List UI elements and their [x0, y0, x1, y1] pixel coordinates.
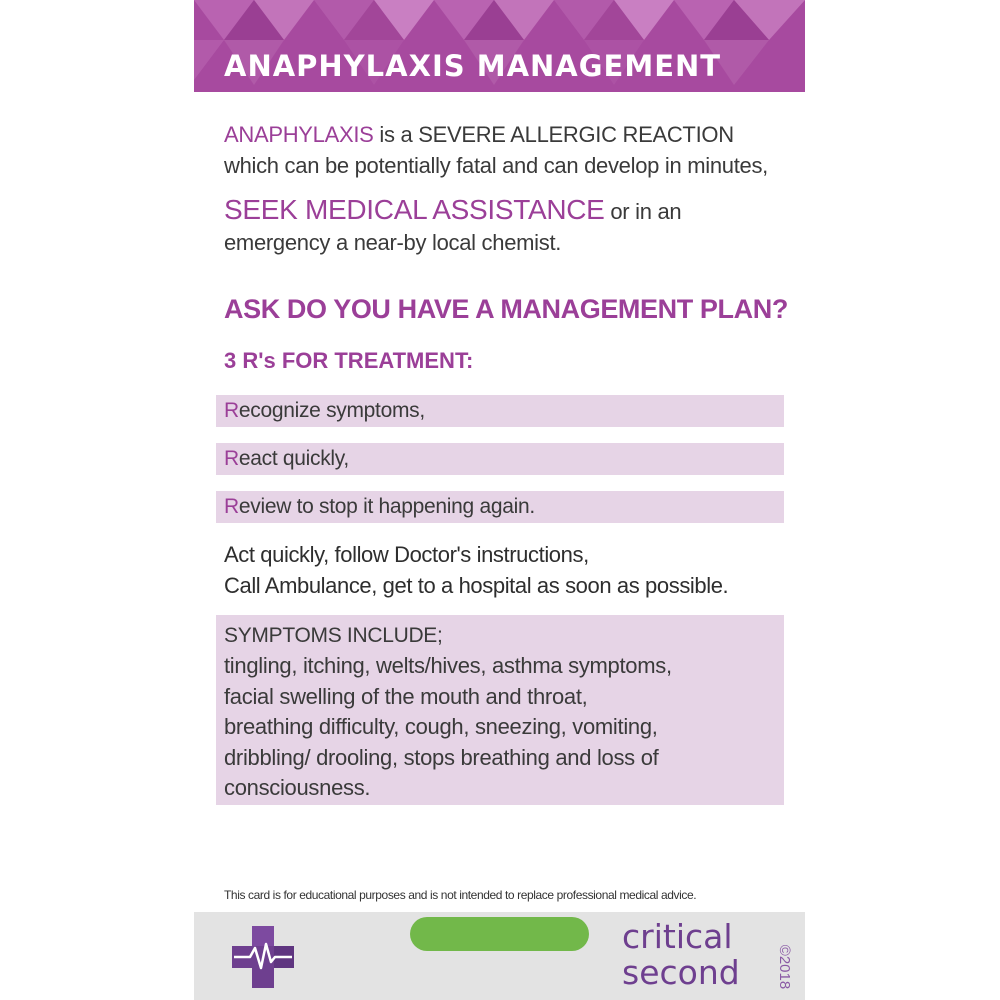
info-card: [194, 0, 805, 1000]
intro-paragraph: [224, 119, 784, 181]
symptoms-line-4: dribbling/ drooling, stops breathing and loss of: [224, 744, 659, 770]
management-plan-question: ASK DO YOU HAVE A MANAGEMENT PLAN?: [224, 294, 788, 324]
symptoms-line-1: tingling, itching, welts/hives, asthma symptoms,: [224, 653, 672, 678]
act-line-1: Act quickly, follow Doctor's instructions,: [224, 542, 589, 567]
intro-text-1: is a: [373, 122, 419, 147]
symptoms-line-3: breathing difficulty, cough, sneezing, vomiting,: [224, 714, 658, 739]
card-header: [194, 0, 805, 92]
symptoms-line-2: facial swelling of the mouth and throat,: [224, 683, 588, 709]
intro-text-2: which can be potentially fatal and can develop in minutes,: [224, 153, 768, 178]
act-instructions: [224, 539, 784, 601]
card-title: ANAPHYLAXIS MANAGEMENT: [224, 49, 722, 83]
disclaimer-text: This card is for educational purposes and is not intended to replace professional medical advice.: [224, 888, 697, 902]
symptoms-line-5: consciousness.: [224, 775, 371, 800]
treatment-step-recognize: [216, 395, 784, 427]
medical-cross-heartbeat-icon: [232, 926, 294, 988]
seek-paragraph: [224, 194, 784, 258]
step-text: eview to stop it happening again.: [238, 495, 535, 518]
treatment-heading: 3 R's FOR TREATMENT:: [224, 348, 474, 373]
brand-name-line-1: critical: [622, 917, 733, 956]
brand-name-line-2: second: [622, 953, 740, 992]
seek-text: or in an emergency a near-by local chemist.: [224, 199, 682, 255]
step-initial: R: [224, 495, 239, 518]
step-text: eact quickly,: [238, 447, 349, 470]
step-initial: R: [224, 399, 239, 422]
treatment-step-review: [216, 491, 784, 523]
symptoms-list: [224, 651, 776, 804]
seek-medical-assistance: SEEK MEDICAL ASSISTANCE: [224, 194, 605, 225]
act-line-2: Call Ambulance, get to a hospital as soon as possible.: [224, 573, 729, 598]
step-initial: R: [224, 447, 239, 470]
anaphylaxis-term: ANAPHYLAXIS: [224, 122, 374, 147]
severe-reaction-text: SEVERE ALLERGIC REACTION: [418, 122, 734, 147]
symptoms-title: SYMPTOMS INCLUDE;: [224, 624, 443, 647]
card-footer: [194, 912, 805, 1000]
symptoms-panel: [216, 615, 784, 805]
green-pill-button[interactable]: [410, 917, 589, 951]
treatment-step-react: [216, 443, 784, 475]
step-text: ecognize symptoms,: [238, 399, 425, 422]
copyright-year: ©2018: [776, 944, 793, 990]
